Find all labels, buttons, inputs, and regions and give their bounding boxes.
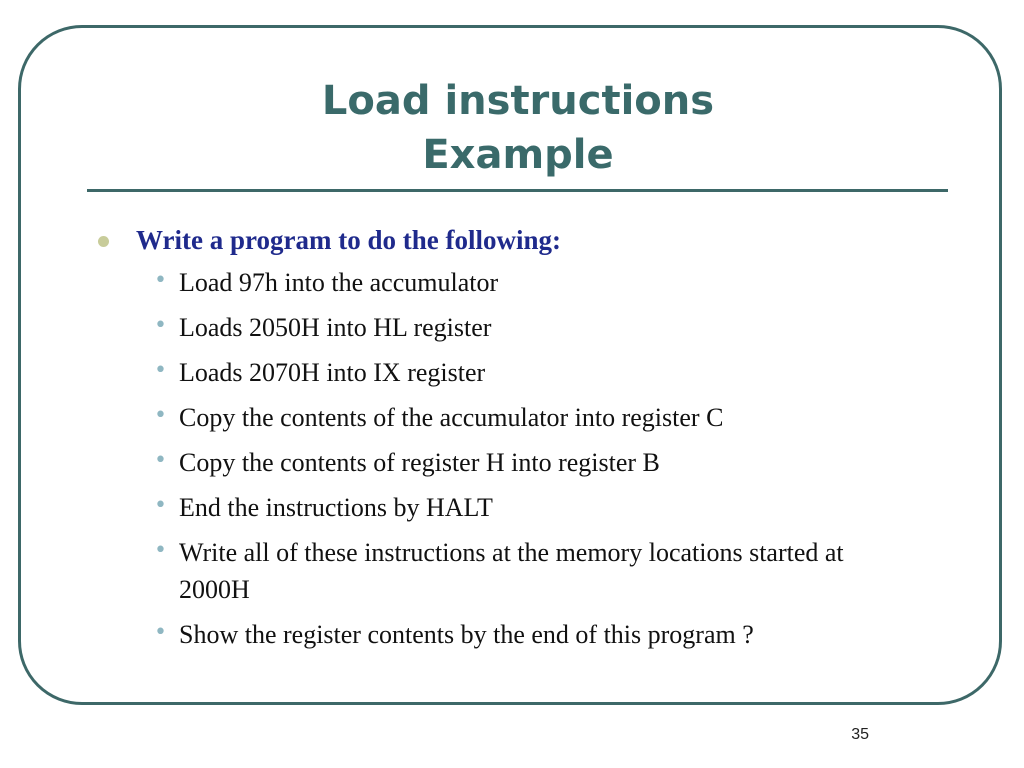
title-line-1: Load instructions (321, 78, 715, 124)
sub-point (96, 489, 899, 526)
sub-point-text: End the instructions by HALT (179, 493, 493, 522)
sub-point-text: Show the register contents by the end of this program ? (179, 620, 754, 649)
sub-point-text: Copy the contents of the accumulator into register C (179, 403, 724, 432)
sub-point-text: Loads 2050H into HL register (179, 313, 492, 342)
sub-point-text: Load 97h into the accumulator (179, 268, 499, 297)
sub-point (96, 354, 899, 391)
main-point (96, 222, 936, 258)
dot-bullet-icon: • (154, 313, 167, 338)
dot-bullet-icon: • (154, 358, 167, 383)
sub-point (96, 444, 899, 481)
page-number: 35 (851, 726, 869, 743)
dot-bullet-icon: • (154, 538, 167, 563)
sub-point-list (96, 264, 936, 653)
sub-point-text: Loads 2070H into IX register (179, 358, 486, 387)
dot-bullet-icon: • (154, 493, 167, 518)
sub-point (96, 264, 899, 301)
round-bullet-icon (98, 236, 109, 247)
sub-point-text: Copy the contents of register H into register B (179, 448, 660, 477)
sub-point (96, 616, 899, 653)
sub-point (96, 309, 899, 346)
dot-bullet-icon: • (154, 268, 167, 293)
sub-point-text: Write all of these instructions at the memory locations started at 2000H (179, 538, 844, 604)
slide-title (90, 74, 946, 182)
sub-point (96, 399, 899, 436)
sub-point (96, 534, 899, 608)
dot-bullet-icon: • (154, 620, 167, 645)
slide-content (96, 222, 936, 661)
dot-bullet-icon: • (154, 448, 167, 473)
main-point-text: Write a program to do the following: (136, 225, 561, 255)
title-line-2: Example (422, 132, 614, 178)
dot-bullet-icon: • (154, 403, 167, 428)
title-divider (87, 189, 948, 192)
